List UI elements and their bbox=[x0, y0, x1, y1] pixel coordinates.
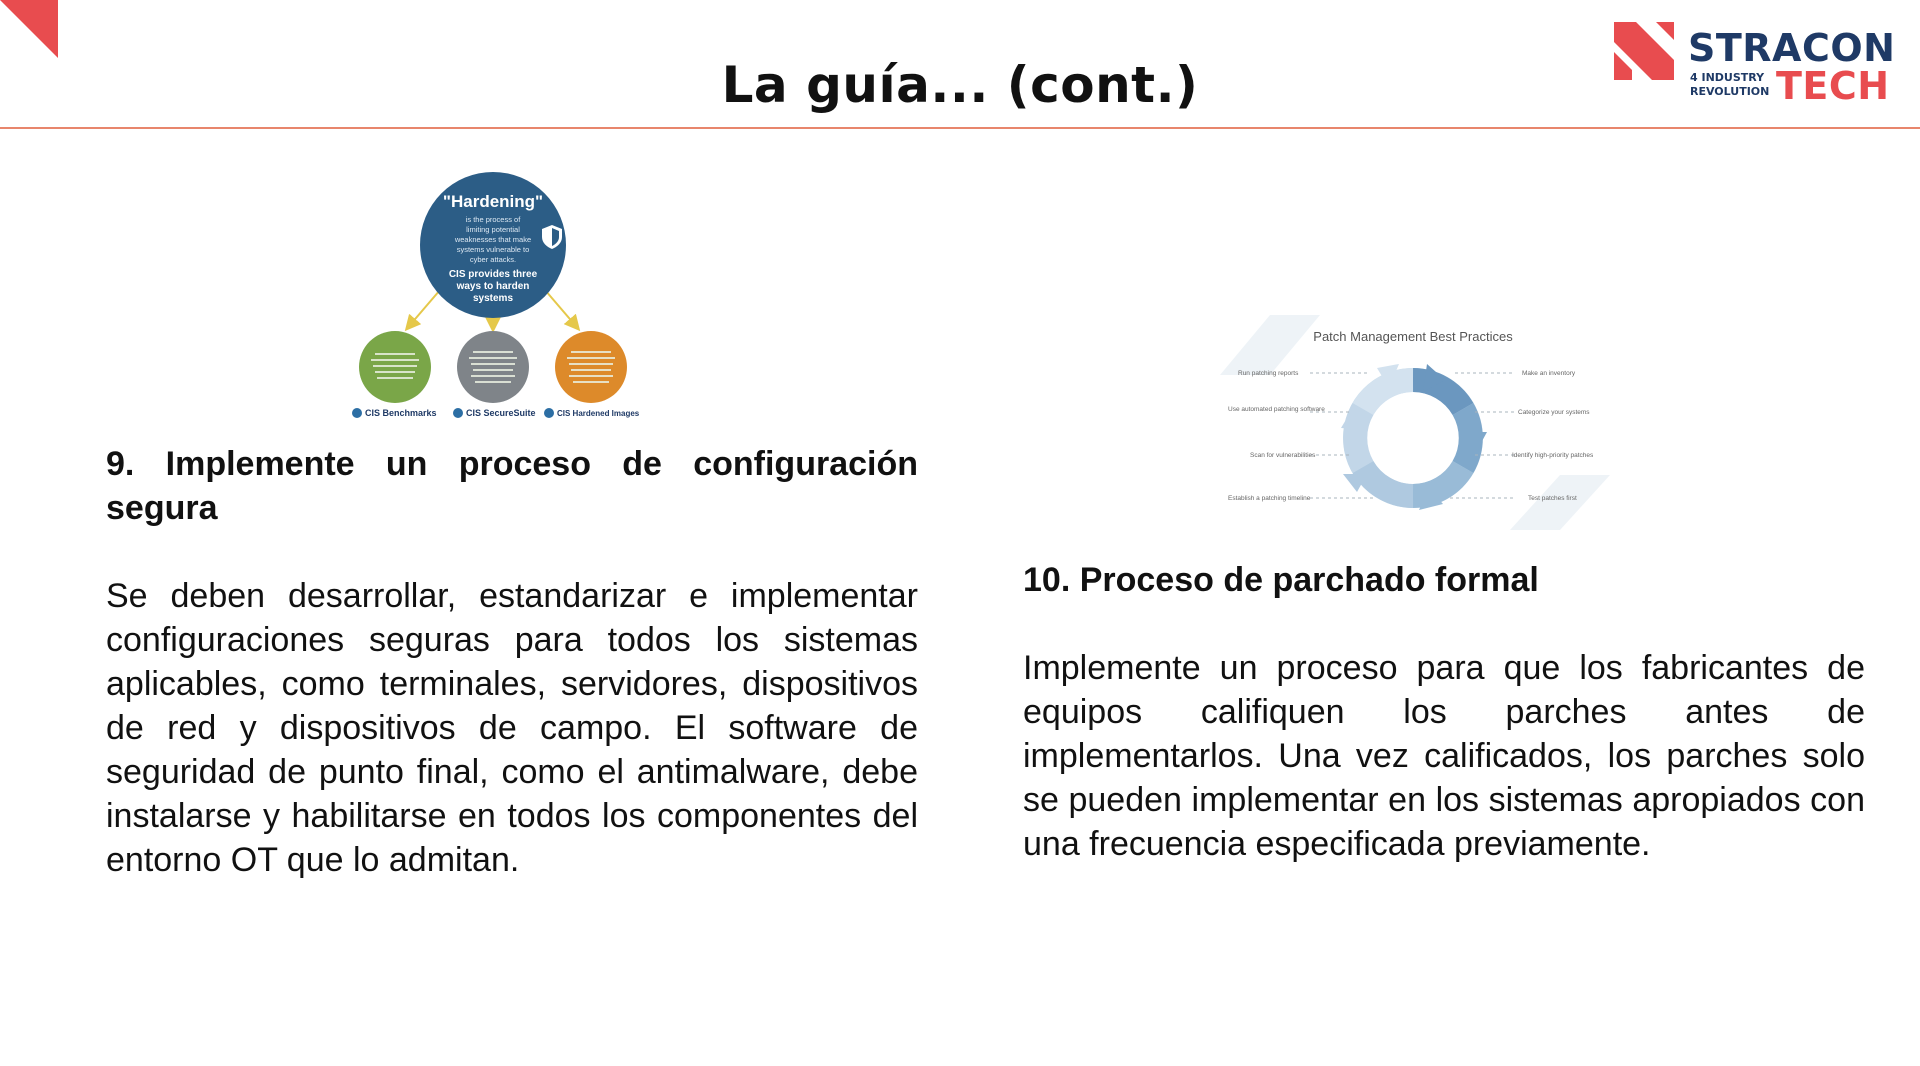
corner-triangle-decoration bbox=[0, 0, 60, 60]
patch-cycle-ring bbox=[1341, 364, 1487, 510]
cis-securesuite-circle bbox=[457, 331, 529, 403]
patch-left-item-1: Run patching reports bbox=[1238, 370, 1299, 377]
section-10-heading: 10. Proceso de parchado formal bbox=[1023, 561, 1539, 599]
hardening-bold-line-2: ways to harden bbox=[456, 281, 530, 292]
hardening-title: "Hardening" bbox=[442, 192, 544, 211]
hardening-bold-line-3: systems bbox=[472, 293, 514, 304]
patch-left-item-4: Establish a patching timeline bbox=[1228, 495, 1311, 502]
cis-hardened-images-circle bbox=[555, 331, 627, 403]
logo-text-stracon: STRACON bbox=[1688, 26, 1896, 70]
hardening-desc-line-1: is the process of bbox=[465, 215, 521, 224]
patch-right-item-3: Identify high-priority patches bbox=[1512, 452, 1594, 459]
hardening-desc-line-2: limiting potential bbox=[466, 225, 520, 234]
section-9-heading: 9. Implemente un proceso de configuración segura bbox=[106, 445, 918, 527]
label-cis-securesuite: CIS SecureSuite bbox=[466, 408, 536, 418]
stracon-tech-logo bbox=[1612, 22, 1896, 108]
hardening-desc-line-3: weaknesses that make bbox=[454, 235, 532, 244]
patch-left-item-3: Scan for vulnerabilities bbox=[1250, 452, 1316, 459]
label-cis-benchmarks: CIS Benchmarks bbox=[365, 408, 437, 418]
section-10-body: Implemente un proceso para que los fabricantes de equipos califiquen los parches antes de implementarlos. Una vez calificados, los parches solo se pueden implementar en los sistemas apropiados con una frecuencia especificada previamente. bbox=[1023, 649, 1865, 863]
section-10 bbox=[1023, 558, 1865, 866]
patch-management-diagram bbox=[1210, 315, 1630, 535]
logo-subtext: 4 INDUSTRY REVOLUTION bbox=[1690, 71, 1770, 98]
patch-right-item-1: Make an inventory bbox=[1522, 370, 1576, 377]
patch-right-item-2: Categorize your systems bbox=[1518, 409, 1590, 416]
logo-mark-icon bbox=[1614, 22, 1674, 82]
section-9 bbox=[106, 442, 918, 882]
hardening-desc-line-4: systems vulnerable to bbox=[456, 245, 530, 254]
logo-text-tech: TECH bbox=[1776, 64, 1890, 108]
hardening-desc-line-5: cyber attacks. bbox=[469, 255, 517, 264]
page-title: La guía... (cont.) bbox=[721, 56, 1199, 114]
patch-right-item-4: Test patches first bbox=[1528, 495, 1577, 502]
patch-left-item-2: Use automated patching software bbox=[1228, 406, 1325, 413]
patch-diagram-title: Patch Management Best Practices bbox=[1313, 329, 1513, 344]
label-cis-hardened-images: CIS Hardened Images bbox=[557, 409, 640, 418]
header-divider bbox=[0, 127, 1920, 129]
hardening-diagram bbox=[345, 165, 645, 427]
hardening-bold-line-1: CIS provides three bbox=[448, 269, 538, 280]
section-9-body: Se deben desarrollar, estandarizar e implementar configuraciones seguras para todos los sistemas aplicables, como terminales, servidores, dispositivos de red y dispositivos de campo. El software de seguridad de punto final, como el antimalware, debe instalarse y habilitarse en todos los componentes del entorno OT que lo admitan. bbox=[106, 577, 918, 879]
